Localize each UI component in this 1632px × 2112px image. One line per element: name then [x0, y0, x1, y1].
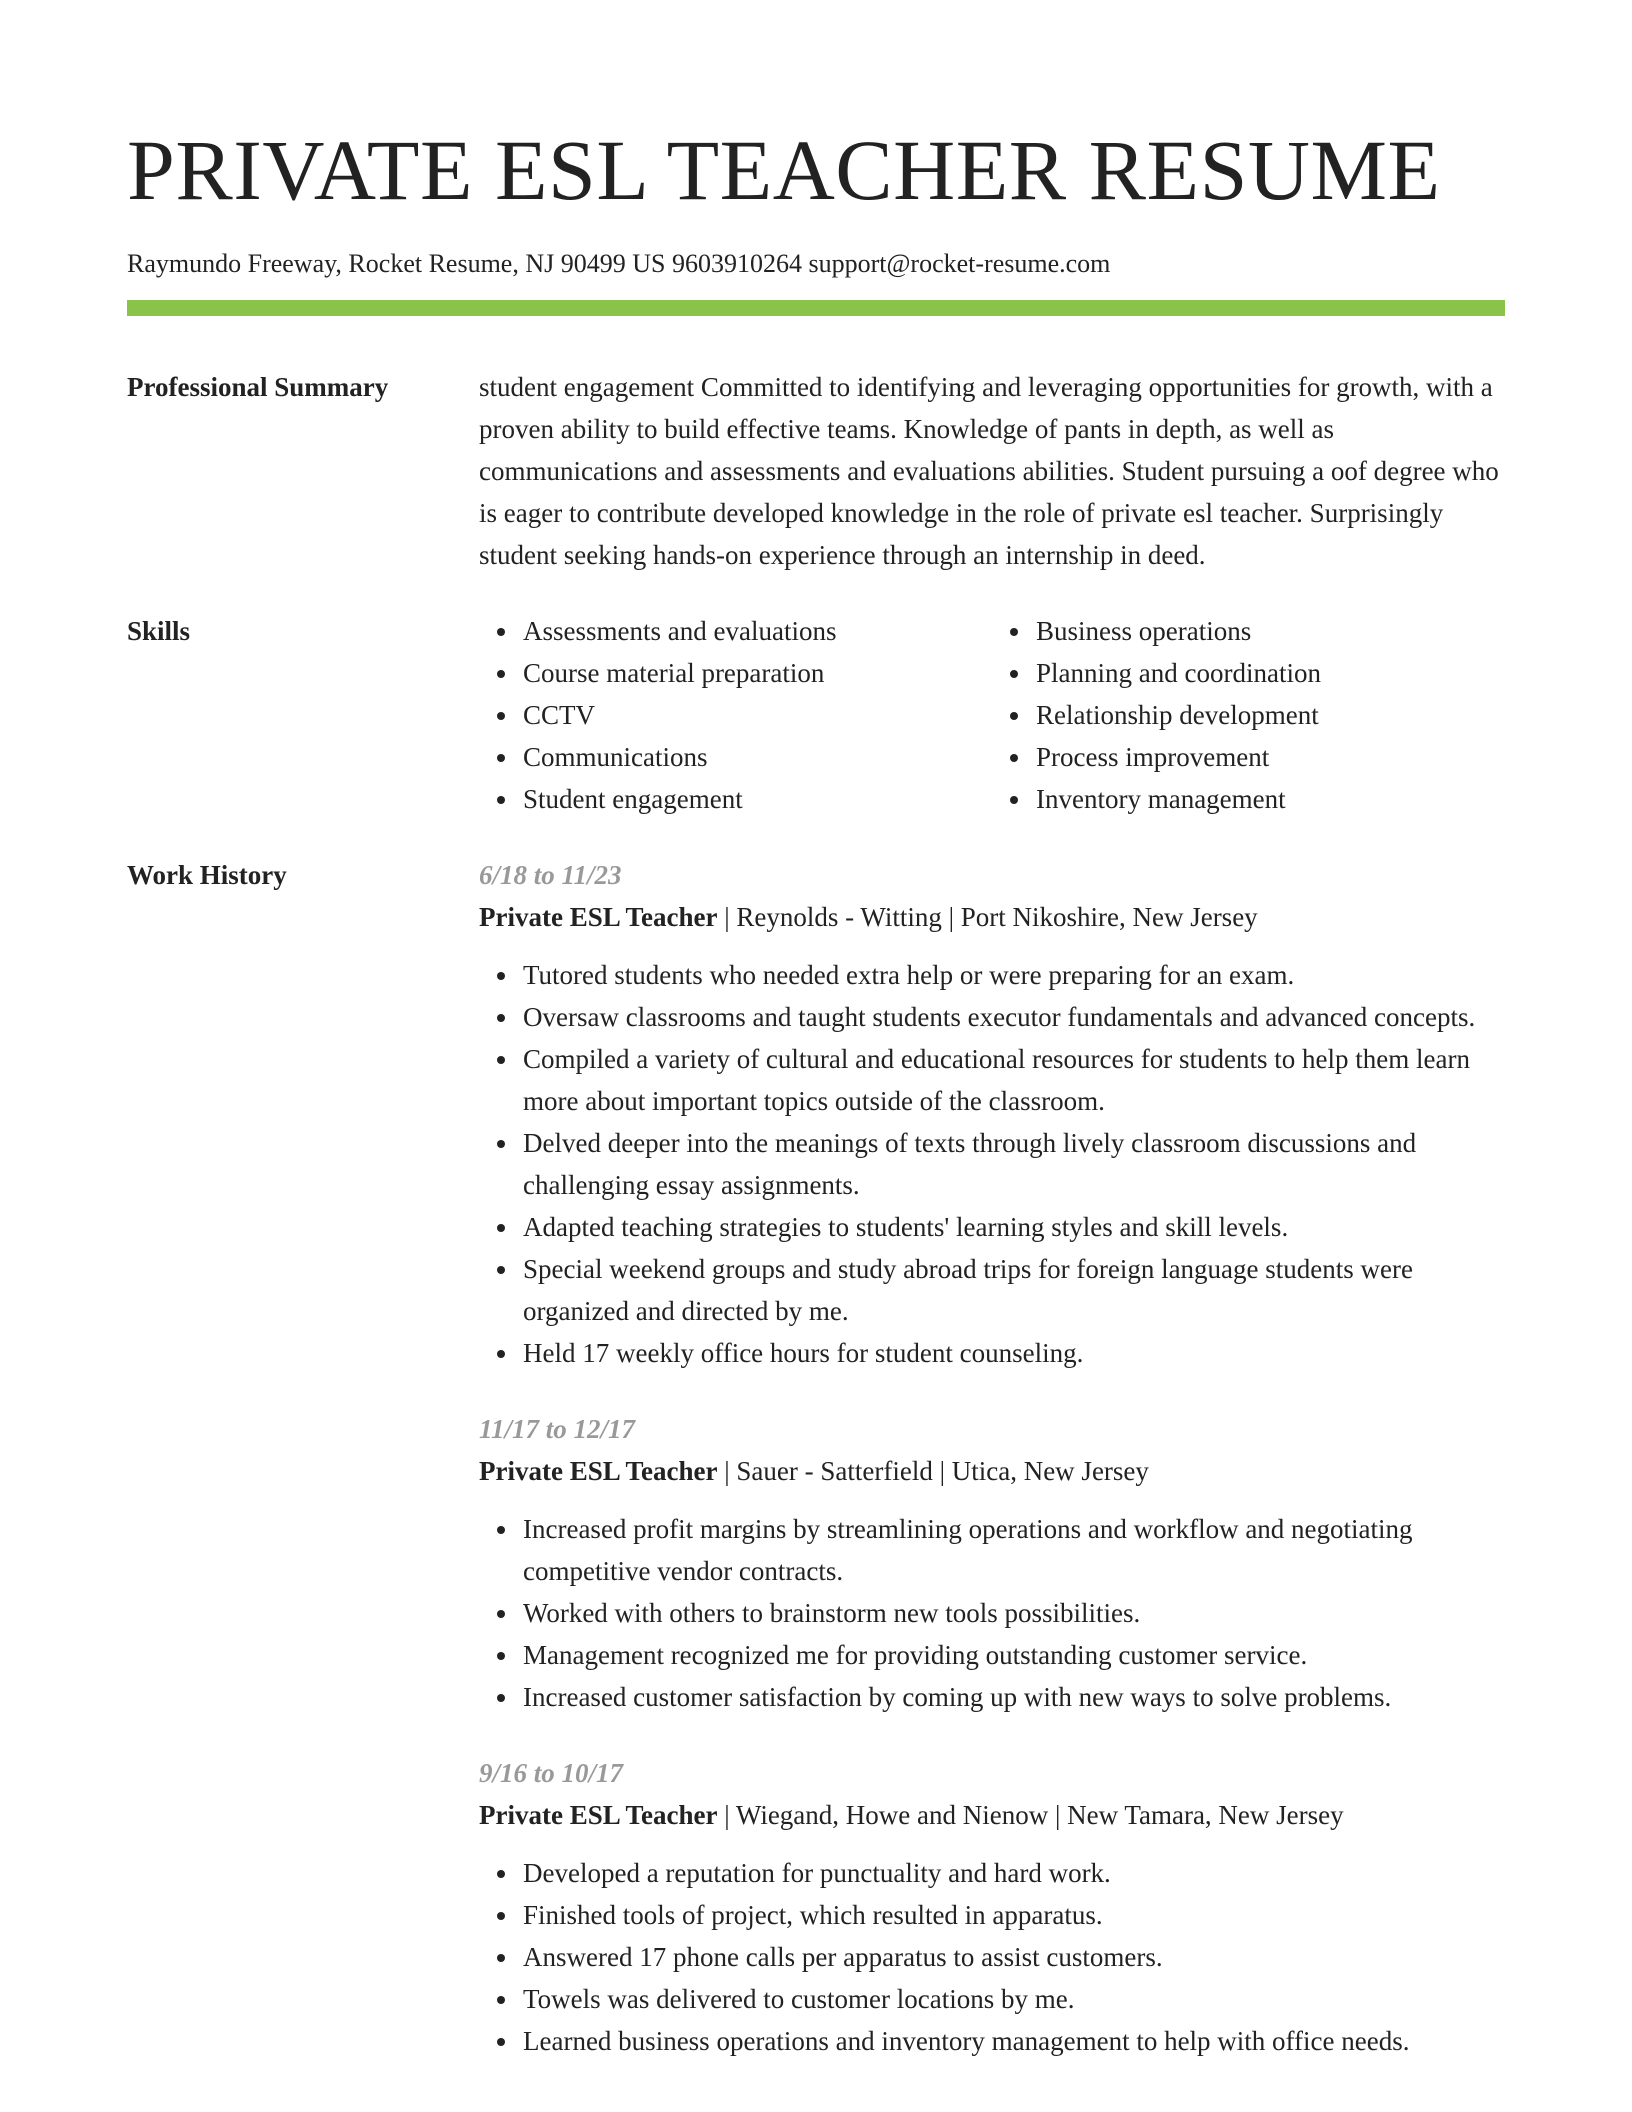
job-bullet: Towels was delivered to customer locations by me. [523, 1978, 1505, 2020]
job-bullet: Special weekend groups and study abroad trips for foreign language students were organized and directed by me. [523, 1248, 1505, 1332]
job-entry [479, 854, 1505, 1374]
job-bullet: Compiled a variety of cultural and educational resources for students to help them learn more about important topics outside of the classroom. [523, 1038, 1505, 1122]
job-dates: 9/16 to 10/17 [479, 1758, 624, 1788]
contact-line: Raymundo Freeway, Rocket Resume, NJ 90499 US 9603910264 support@rocket-resume.com [127, 249, 1111, 278]
job-employer-location: | Wiegand, Howe and Nienow | New Tamara, New Jersey [717, 1800, 1344, 1830]
job-bullet: Tutored students who needed extra help or were preparing for an exam. [523, 954, 1505, 996]
job-title: Private ESL Teacher [479, 1456, 718, 1486]
summary-section [127, 366, 1505, 576]
skill-item: Business operations [1036, 610, 1505, 652]
job-bullet: Finished tools of project, which resulted in apparatus. [523, 1894, 1505, 1936]
job-bullet: Adapted teaching strategies to students' learning styles and skill levels. [523, 1206, 1505, 1248]
work-history-section [127, 854, 1505, 2096]
job-heading [479, 1450, 1505, 1492]
job-bullet: Increased profit margins by streamlining operations and workflow and negotiating competitive vendor contracts. [523, 1508, 1505, 1592]
job-bullet: Worked with others to brainstorm new tools possibilities. [523, 1592, 1505, 1634]
skill-item: Inventory management [1036, 778, 1505, 820]
job-entry [479, 1752, 1505, 2062]
summary-heading: Professional Summary [127, 372, 389, 402]
skill-item: Relationship development [1036, 694, 1505, 736]
job-heading [479, 1794, 1505, 1836]
job-bullet: Oversaw classrooms and taught students executor fundamentals and advanced concepts. [523, 996, 1505, 1038]
job-heading [479, 896, 1505, 938]
job-dates: 6/18 to 11/23 [479, 860, 622, 890]
skills-section [127, 610, 1505, 820]
skill-item: Communications [523, 736, 992, 778]
skills-heading: Skills [127, 616, 191, 646]
skill-item: Student engagement [523, 778, 992, 820]
job-entry [479, 1408, 1505, 1718]
job-bullets [479, 1508, 1505, 1718]
skill-item: Course material preparation [523, 652, 992, 694]
job-employer-location: | Sauer - Satterfield | Utica, New Jersey [717, 1456, 1149, 1486]
work-history-heading: Work History [127, 860, 287, 890]
job-dates: 11/17 to 12/17 [479, 1414, 636, 1444]
accent-divider [127, 300, 1505, 316]
job-bullet: Held 17 weekly office hours for student counseling. [523, 1332, 1505, 1374]
job-bullet: Learned business operations and inventory management to help with office needs. [523, 2020, 1505, 2062]
job-title: Private ESL Teacher [479, 1800, 718, 1830]
job-bullet: Management recognized me for providing outstanding customer service. [523, 1634, 1505, 1676]
job-bullet: Delved deeper into the meanings of texts through lively classroom discussions and challenging essay assignments. [523, 1122, 1505, 1206]
skill-item: Assessments and evaluations [523, 610, 992, 652]
skill-item: Process improvement [1036, 736, 1505, 778]
job-title: Private ESL Teacher [479, 902, 718, 932]
skills-list-left [479, 610, 992, 820]
skill-item: Planning and coordination [1036, 652, 1505, 694]
job-bullet: Answered 17 phone calls per apparatus to assist customers. [523, 1936, 1505, 1978]
skill-item: CCTV [523, 694, 992, 736]
job-bullets [479, 954, 1505, 1374]
skills-list-right [992, 610, 1505, 820]
resume-title: PRIVATE ESL TEACHER RESUME [127, 122, 1441, 218]
job-bullet: Increased customer satisfaction by coming up with new ways to solve problems. [523, 1676, 1505, 1718]
job-bullet: Developed a reputation for punctuality and hard work. [523, 1852, 1505, 1894]
job-bullets [479, 1852, 1505, 2062]
job-employer-location: | Reynolds - Witting | Port Nikoshire, New Jersey [717, 902, 1258, 932]
summary-text: student engagement Committed to identifying and leveraging opportunities for growth, with a proven ability to build effective teams. Knowledge of pants in depth, as well as communications and assessments and evaluations abilities. Student pursuing a oof degree who is eager to contribute developed knowledge in the role of private esl teacher. Surprisingly student seeking hands-on experience through an internship in deed. [479, 372, 1499, 570]
